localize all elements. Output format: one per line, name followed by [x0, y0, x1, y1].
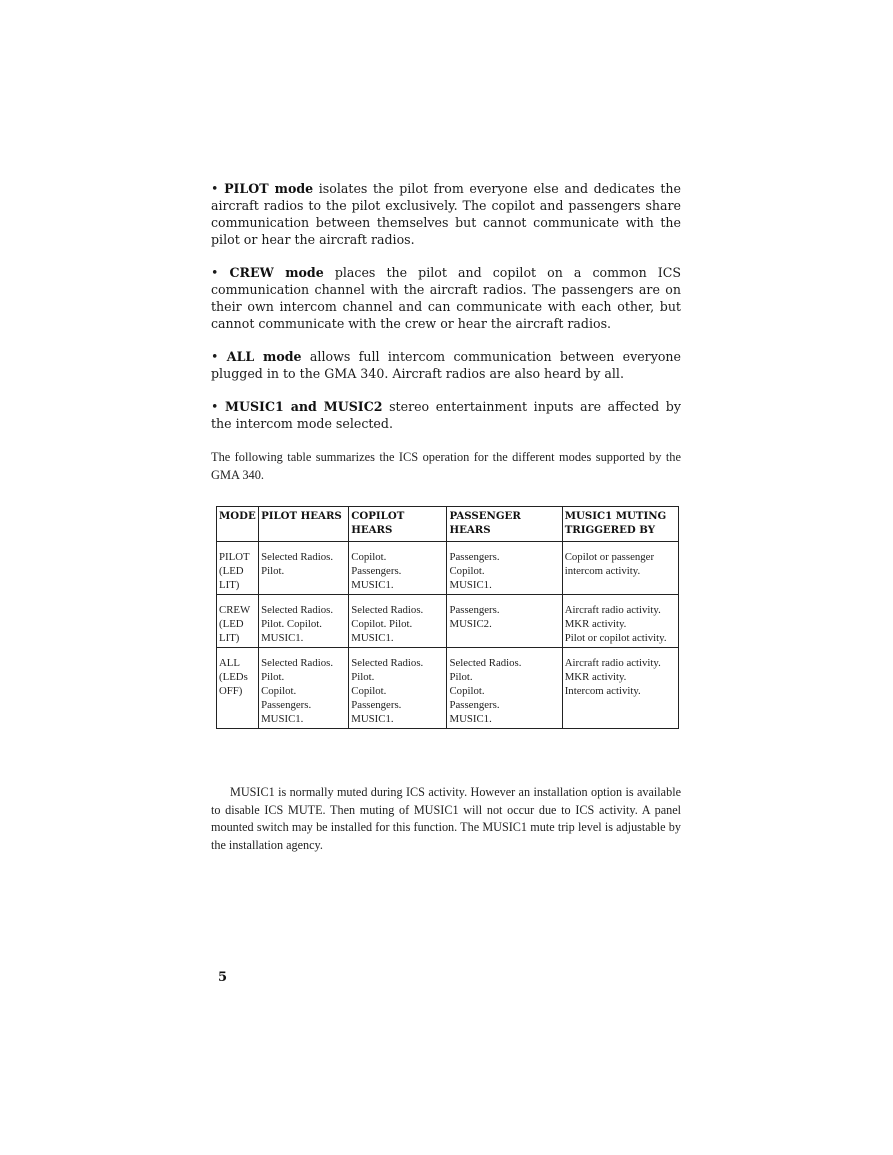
table-row	[217, 648, 679, 729]
mode-cell: CREW (LED LIT)	[217, 595, 259, 648]
table-row	[217, 542, 679, 595]
pilot-mode-text: isolates the pilot from everyone else and dedicates the aircraft radios to the pilot exclusively. The copilot and passengers share communication between themselves but cannot communicate with the pilot or hear the aircraft radios.	[211, 181, 681, 247]
mode-cell: ALL (LEDs OFF)	[217, 648, 259, 729]
bullet-marker: •	[211, 181, 219, 196]
crew-mode-text: places the pilot and copilot on a common ICS communication channel with the aircraft radios. The passengers are on their own intercom channel and can communicate with each other, but cannot communicate with the crew or hear the aircraft radios.	[211, 265, 681, 331]
header-mode: MODE	[217, 507, 259, 542]
passenger-hears-cell: Passengers. Copilot. MUSIC1.	[447, 542, 562, 595]
page-number: 5	[218, 970, 228, 985]
bullet-marker: •	[211, 399, 219, 414]
passenger-hears-cell: Passengers. MUSIC2.	[447, 595, 562, 648]
music-inputs-paragraph	[211, 398, 681, 432]
crew-mode-paragraph	[211, 264, 681, 332]
bullet-marker: •	[211, 265, 219, 280]
table-row	[217, 595, 679, 648]
all-mode-paragraph	[211, 348, 681, 382]
ics-modes-table	[216, 506, 679, 729]
music1-muting-cell: Copilot or passenger intercom activity.	[562, 542, 678, 595]
pilot-hears-cell: Selected Radios. Pilot.	[259, 542, 349, 595]
table-header-row	[217, 507, 679, 542]
copilot-hears-cell: Copilot. Passengers. MUSIC1.	[349, 542, 447, 595]
crew-mode-term: CREW mode	[229, 265, 324, 280]
passenger-hears-cell: Selected Radios. Pilot. Copilot. Passengers. MUSIC1.	[447, 648, 562, 729]
music1-muting-cell: Aircraft radio activity. MKR activity. Pilot or copilot activity.	[562, 595, 678, 648]
all-mode-term: ALL mode	[226, 349, 302, 364]
document-body	[211, 180, 681, 729]
pilot-mode-paragraph	[211, 180, 681, 248]
header-passenger-hears: PASSENGER HEARS	[447, 507, 562, 542]
header-copilot-hears: COPILOT HEARS	[349, 507, 447, 542]
copilot-hears-cell: Selected Radios. Copilot. Pilot. MUSIC1.	[349, 595, 447, 648]
mode-cell: PILOT (LED LIT)	[217, 542, 259, 595]
pilot-mode-term: PILOT mode	[224, 181, 314, 196]
bullet-marker: •	[211, 349, 219, 364]
table-intro: The following table summarizes the ICS operation for the different modes supported by the GMA 340.	[211, 450, 681, 482]
copilot-hears-cell: Selected Radios. Pilot. Copilot. Passengers. MUSIC1.	[349, 648, 447, 729]
music1-mute-paragraph: MUSIC1 is normally muted during ICS activity. However an installation option is available to disable ICS MUTE. Then muting of MUSIC1 will not occur due to ICS activity. A panel mounted switch may be installed for this function. The MUSIC1 mute trip level is adjustable by the installation agency.	[211, 785, 681, 852]
music1-muting-cell: Aircraft radio activity. MKR activity. Intercom activity.	[562, 648, 678, 729]
pilot-hears-cell: Selected Radios. Pilot. Copilot. Passengers. MUSIC1.	[259, 648, 349, 729]
header-music1-muting: MUSIC1 MUTING TRIGGERED BY	[562, 507, 678, 542]
music-inputs-text: stereo entertainment inputs are affected by the intercom mode selected.	[211, 399, 681, 431]
all-mode-text: allows full intercom communication between everyone plugged in to the GMA 340. Aircraft radios are also heard by all.	[211, 349, 681, 381]
header-pilot-hears: PILOT HEARS	[259, 507, 349, 542]
music-inputs-term: MUSIC1 and MUSIC2	[225, 399, 383, 414]
pilot-hears-cell: Selected Radios. Pilot. Copilot. MUSIC1.	[259, 595, 349, 648]
